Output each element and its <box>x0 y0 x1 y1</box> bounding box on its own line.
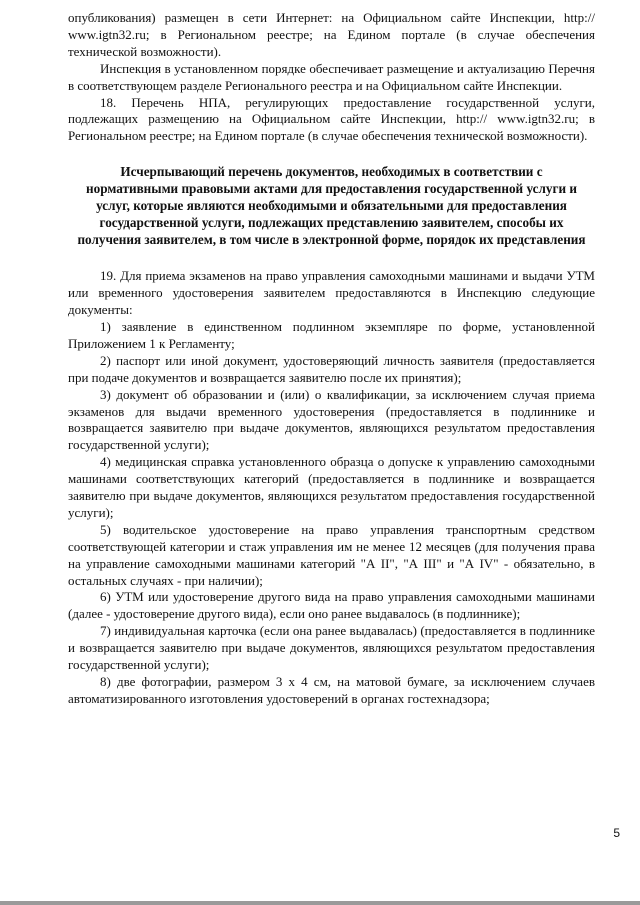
list-item-2: 2) паспорт или иной документ, удостоверяющий личность заявителя (предоставляется при подаче документов и возвращается заявителю после их принятия); <box>68 352 595 385</box>
page-number: 5 <box>613 826 620 840</box>
list-item-1: 1) заявление в единственном подлинном экземпляре по форме, установленной Приложением 1 к Регламенту; <box>68 318 595 351</box>
list-item-7: 7) индивидуальная карточка (если она ранее выдавалась) (предоставляется в подлиннике и возвращается заявителю при выдаче документов, являющихся результатом предоставления государственной услуги); <box>68 623 595 673</box>
paragraph-top-1: опубликования) размещен в сети Интернет: на Официальном сайте Инспекции, http:// www.igtn32.ru; в Региональном реестре; на Едином портале (в случае обеспечения технической возможности). <box>68 10 595 59</box>
list-item-8: 8) две фотографии, размером 3 х 4 см, на матовой бумаге, за исключением случаев автоматизированного изготовления удостоверений в органах гостехнадзора; <box>68 674 595 706</box>
paragraph-top-2: Инспекция в установленном порядке обеспечивает размещение и актуализацию Перечня в соответствующем разделе Регионального реестра и на Официальном сайте Инспекции. <box>68 60 595 93</box>
document-body <box>68 10 595 708</box>
list-item-5: 5) водительское удостоверение на право управления транспортным средством соответствующей категории и стаж управления им не менее 12 месяцев (для получения права на управление самоходными машинами категорий "А II", "А III" и "А IV" - обязательно, в остальных случаях - при наличии); <box>68 521 595 588</box>
section-heading: Исчерпывающий перечень документов, необходимых в соответствии с нормативными правовыми актами для предоставления государственной услуги и услуг, которые являются необходимыми и обязательными для предоставления государственной услуги, подлежащих представлению заявителем, способы их получения заявителем, в том числе в электронной форме, порядок их представления <box>77 164 586 248</box>
list-item-4: 4) медицинская справка установленного образца о допуске к управлению самоходными машинами соответствующих категорий (предоставляется в подлиннике и возвращается заявителю при выдаче документов, являющихся результатом предоставления государственной услуги); <box>68 454 595 520</box>
paragraph-18: 18. Перечень НПА, регулирующих предоставление государственной услуги, подлежащих размещению на Официальном сайте Инспекции, http:// www.igtn32.ru; в Региональном реестре; на Едином портале (в случае обеспечения технической возможности). <box>68 94 595 144</box>
page-bottom-edge <box>0 901 640 905</box>
list-item-6: 6) УТМ или удостоверение другого вида на право управления самоходными машинами (далее - удостоверение другого вида), если оно ранее выдавалось (в подлиннике); <box>68 589 595 622</box>
list-item-3: 3) документ об образовании и (или) о квалификации, за исключением случая приема экзаменов для выдачи временного удостоверения (предоставляется в подлиннике и возвращается заявителю при выдаче документов, являющихся результатом предоставления государственной услуги); <box>68 386 595 453</box>
paragraph-19: 19. Для приема экзаменов на право управления самоходными машинами и выдачи УТМ или временного удостоверения заявителем предоставляются в Инспекцию следующие документы: <box>68 268 595 318</box>
